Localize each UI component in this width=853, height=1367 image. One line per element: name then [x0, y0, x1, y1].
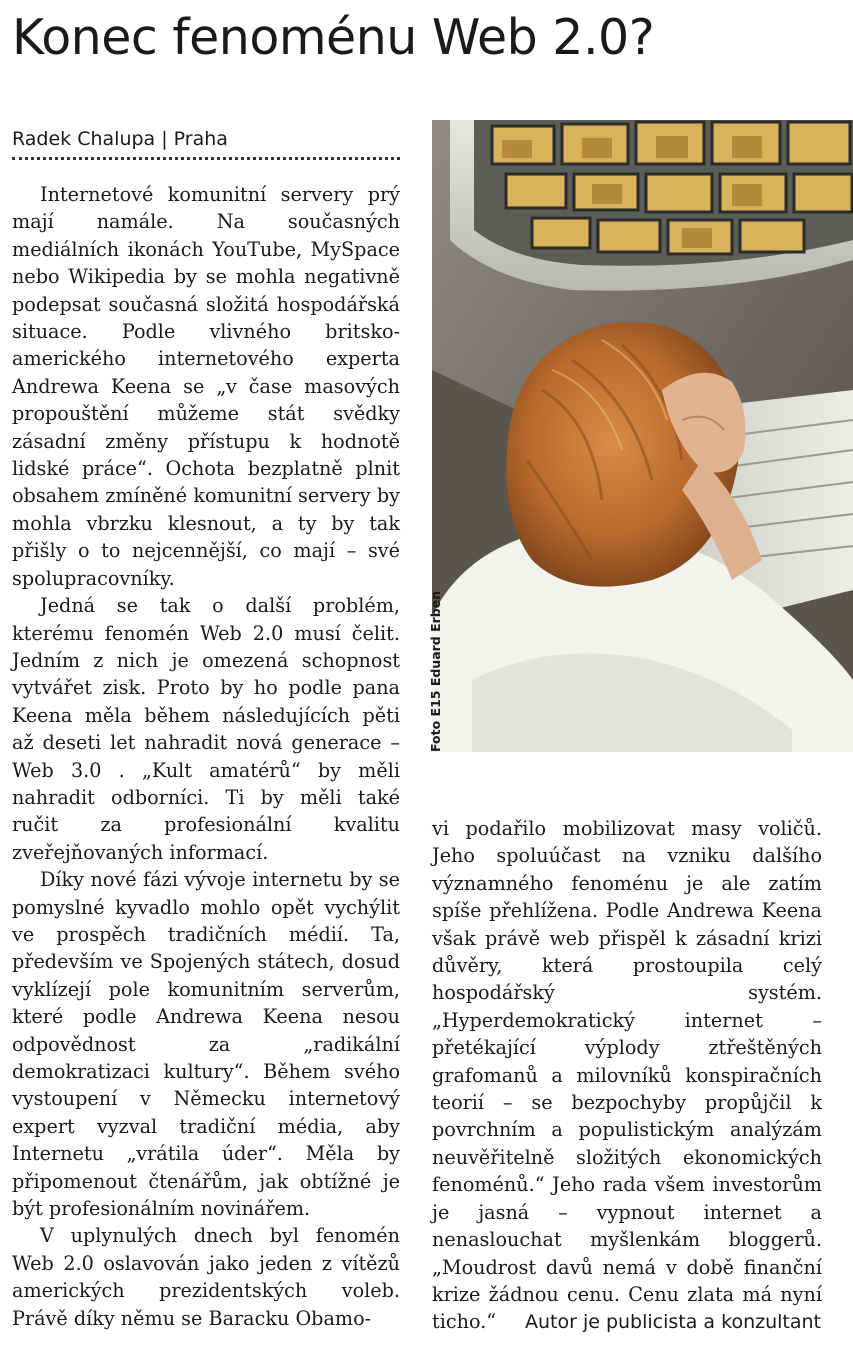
article-paragraph: vi podařilo mobilizovat masy voličů. Jeho spoluúčast na vzniku dalšího významného fenoménu je ale zatím spíše přehlížena. Podle Andrewa Keena však právě web přispěl k zásadní krizi důvěry, která prostoupila celý hospodářský systém. „Hyperdemokratický internet – přetékající výplody ztřeštěných grafomanů a milovníků konspiračních teorií – se bezpochyby propůjčil k povrchním a populistickým analýzám neuvěřitelně složitých ekonomických fenoménů.“ Jeho rada všem investorům je jasná – vypnout internet a nenaslouchat myšlenkám bloggerů. „Moudrost davů nemá v době finanční krize žádnou cenu. Cenu zlata má nyní ticho.“: [432, 817, 822, 1334]
photo-credit-text: Foto E15 Eduard Erben: [428, 590, 443, 752]
monitor-screen: [474, 120, 853, 266]
article-paragraph: V uplynulých dnech byl fenomén Web 2.0 oslavován jako jeden z vítězů amerických prezidentských voleb. Právě díky němu se Baracku Obamo-: [12, 1224, 400, 1330]
article-headline: Konec fenoménu Web 2.0?: [12, 9, 655, 66]
author-note: Autor je publicista a konzultant: [524, 1311, 821, 1333]
article-column-left: [12, 181, 400, 1332]
article-column-right: [432, 815, 822, 1336]
article-paragraph: Díky nové fázi vývoje internetu by se pomyslné kyvadlo mohlo opět vychýlit ve prospěch tradičních médií. Ta, především ve Spojených státech, dosud vyklízejí pole komunitním serverům, které podle Andrewa Keena nesou odpovědnost za „radikální demokratizaci kultury“. Během svého vystoupení v Německu internetový expert vyzval tradiční média, aby Internetu „vrátila úder“. Měla by připomenout čtenářům, jak obtížné je být profesionálním novinářem.: [12, 868, 400, 1221]
article-paragraph: Jedná se tak o další problém, kterému fenomén Web 2.0 musí čelit. Jedním z nich je omezená schopnost vytvářet zisk. Proto by ho podle pana Keena měla během následujících pěti až deseti let nahradit nová generace – Web 3.0 . „Kult amatérů“ by měli nahradit odborníci. Ti by měli také ručit za profesionální kvalitu zveřejňovaných informací.: [12, 594, 400, 864]
article-photo: [432, 120, 853, 752]
article-paragraph: Internetové komunitní servery prý mají namále. Na současných mediálních ikonách YouTube, MySpace nebo Wikipedia by se mohla negativně podepsat současná složitá hospodářská situace. Podle vlivného britsko-amerického internetového experta Andrewa Keena se „v čase masových propouštění můžeme stát svědky zásadní změny přístupu k hodnotě lidské práce“. Ochota bezplatně plnit obsahem zmíněné komunitní servery by mohla vbrzku klesnout, a ty by tak přišly o to nejcennější, co mají – své spolupracovníky.: [12, 183, 400, 590]
byline-divider: [12, 157, 400, 160]
article-byline: Radek Chalupa | Praha: [12, 128, 228, 150]
